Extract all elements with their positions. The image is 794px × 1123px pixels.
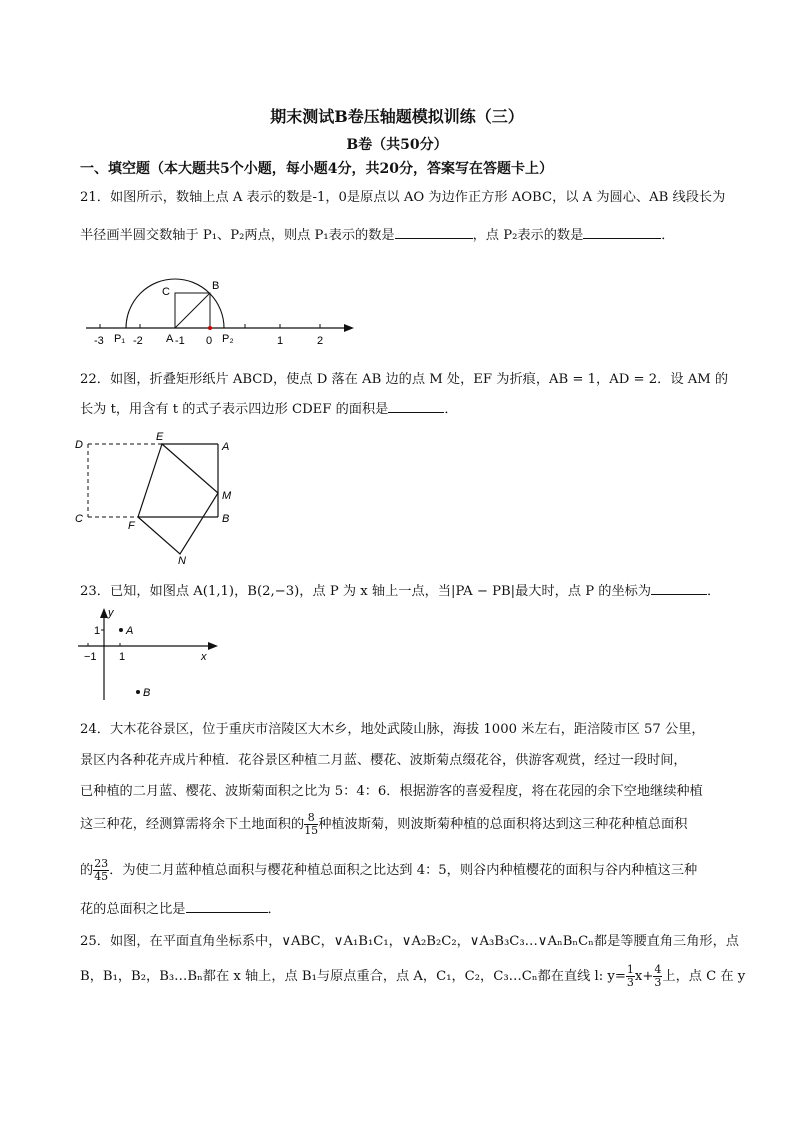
tick-label: 2 xyxy=(317,335,324,347)
label-e: E xyxy=(156,431,164,443)
x-axis-arrow-icon xyxy=(208,642,218,650)
label-n: N xyxy=(178,555,186,567)
q24-line3: 已种植的二月蓝、樱花、波斯菊面积之比为 5：4：6．根据游客的喜爱程度，将在花园的余下空地继续种植 xyxy=(80,784,703,799)
q23-line xyxy=(80,580,720,599)
label-c: C xyxy=(75,513,83,525)
tick-label: -1 xyxy=(175,335,185,347)
q24-text-6b: ． xyxy=(267,902,281,917)
page-subtitle: B卷（共50分） xyxy=(346,137,448,153)
q22-line1: 22．如图，折叠矩形纸片 ABCD，使点 D 落在 AB 边的点 M 处，EF 为折痕，AB = 1，AD = 2．设 AM 的 xyxy=(80,372,729,387)
q24-line6 xyxy=(80,898,281,917)
y-axis-arrow-icon xyxy=(100,608,108,618)
tick-label: 1 xyxy=(277,335,284,347)
q24-text-5a: 的 xyxy=(80,863,94,878)
segment-ab xyxy=(175,293,210,328)
q21-text-a: 半径画半圆交数轴于 P₁、P₂两点，则点 P₁表示的数是 xyxy=(80,228,395,243)
q21-blank-p2[interactable] xyxy=(583,226,661,239)
section-heading: 一、填空题（本大题共5个小题，每小题4分，共20分，答案写在答题卡上） xyxy=(80,161,553,177)
q24-text-4a: 这三种花，经测算需将余下土地面积的 xyxy=(80,817,305,832)
point-b xyxy=(136,690,140,694)
q23-blank[interactable] xyxy=(651,582,707,595)
q22-rectangle-fold-figure xyxy=(70,428,240,568)
point-a xyxy=(119,628,123,632)
q24-fraction-2: $\frac{23}{45}$ xyxy=(94,857,109,883)
label-m: M xyxy=(222,490,232,502)
point-label-a: A xyxy=(126,625,134,637)
tick-label: −1 xyxy=(84,651,97,663)
label-d: D xyxy=(75,439,83,451)
q24-text-6a: 花的总面积之比是 xyxy=(80,902,186,917)
point-label-p2: P₂ xyxy=(222,333,234,345)
tick-label: 1 xyxy=(94,625,101,637)
tick-label: 0 xyxy=(206,335,213,347)
origin-point xyxy=(208,326,212,330)
tick-label: -2 xyxy=(133,335,143,347)
q24-line2: 景区内各种花卉成片种植．花谷景区种植二月蓝、樱花、波斯菊点缀花谷，供游客观赏，经过一段时间， xyxy=(80,753,687,768)
tick-label: 1 xyxy=(119,651,126,663)
q25-fraction-1: $\frac{1}{3}$ xyxy=(626,963,634,989)
q21-number-line-figure xyxy=(78,270,368,352)
q21-line2 xyxy=(80,224,674,243)
q24-line1: 24．大木花谷景区，位于重庆市涪陵区大木乡，地处武陵山脉，海拔 1000 米左右，距涪陵市区 57 公里， xyxy=(80,722,705,737)
q22-blank[interactable] xyxy=(388,400,444,413)
q21-line1: 21．如图所示，数轴上点 A 表示的数是-1，0是原点以 AO 为边作正方形 AOBC，以 A 为圆心、AB 线段长为 xyxy=(80,190,726,205)
label-f: F xyxy=(128,520,135,532)
q25-text-2a: B，B₁，B₂，B₃…Bₙ都在 x 轴上，点 B₁与原点重合，点 A，C₁，C₂，C₃…Cₙ都在直线 l: y= xyxy=(80,969,626,984)
q23-text-b: ． xyxy=(707,584,721,599)
point-label-b: B xyxy=(212,280,220,292)
point-label-c: C xyxy=(162,286,170,298)
point-label-p1: P₁ xyxy=(114,333,126,345)
q25-text-2c: 上，点 C 在 y xyxy=(662,969,746,984)
q25-fraction-2: $\frac{4}{3}$ xyxy=(654,963,662,989)
q23-text-a: 23．已知，如图点 A(1,1)，B(2,−3)，点 P 为 x 轴上一点，当|PA − PB|最大时，点 P 的坐标为 xyxy=(80,584,652,599)
q24-text-4b: 种植波斯菊，则波斯菊种植的总面积将达到这三种花种植总面积 xyxy=(318,817,688,832)
q22-text-b: ． xyxy=(444,402,458,417)
q24-text-5b: ．为使二月蓝种植总面积与樱花种植总面积之比达到 4：5，则谷内种植樱花的面积与谷内种植这三种 xyxy=(109,863,698,878)
q24-line5 xyxy=(80,858,697,883)
q21-text-b: ，点 P₂表示的数是 xyxy=(472,228,584,243)
q25-line1: 25．如图，在平面直角坐标系中，∨ABC，∨A₁B₁C₁，∨A₂B₂C₂，∨A₃B₃C₃…∨AₙBₙCₙ都是等腰直角三角形，点 xyxy=(80,934,739,949)
label-b: B xyxy=(222,513,230,525)
point-label-a: A xyxy=(166,333,174,345)
q24-line4 xyxy=(80,812,687,837)
q24-fraction-1: $\frac{8}{15}$ xyxy=(304,811,319,837)
q22-line2 xyxy=(80,398,458,417)
q21-text-c: ． xyxy=(661,228,675,243)
y-axis-label: y xyxy=(108,607,114,619)
q23-coordinate-figure xyxy=(74,604,224,704)
q25-text-2b: x+ xyxy=(634,969,654,984)
q21-blank-p1[interactable] xyxy=(395,226,473,239)
tick-label: -3 xyxy=(94,335,104,347)
label-a: A xyxy=(222,441,230,453)
x-axis-label: x xyxy=(201,651,207,663)
q24-blank[interactable] xyxy=(186,900,268,913)
page-title: 期末测试B卷压轴题模拟训练（三） xyxy=(270,107,524,126)
q22-text-a: 长为 t，用含有 t 的式子表示四边形 CDEF 的面积是 xyxy=(80,402,389,417)
axis-arrow-icon xyxy=(344,324,354,332)
point-label-b: B xyxy=(143,687,151,699)
q25-line2 xyxy=(80,964,745,989)
